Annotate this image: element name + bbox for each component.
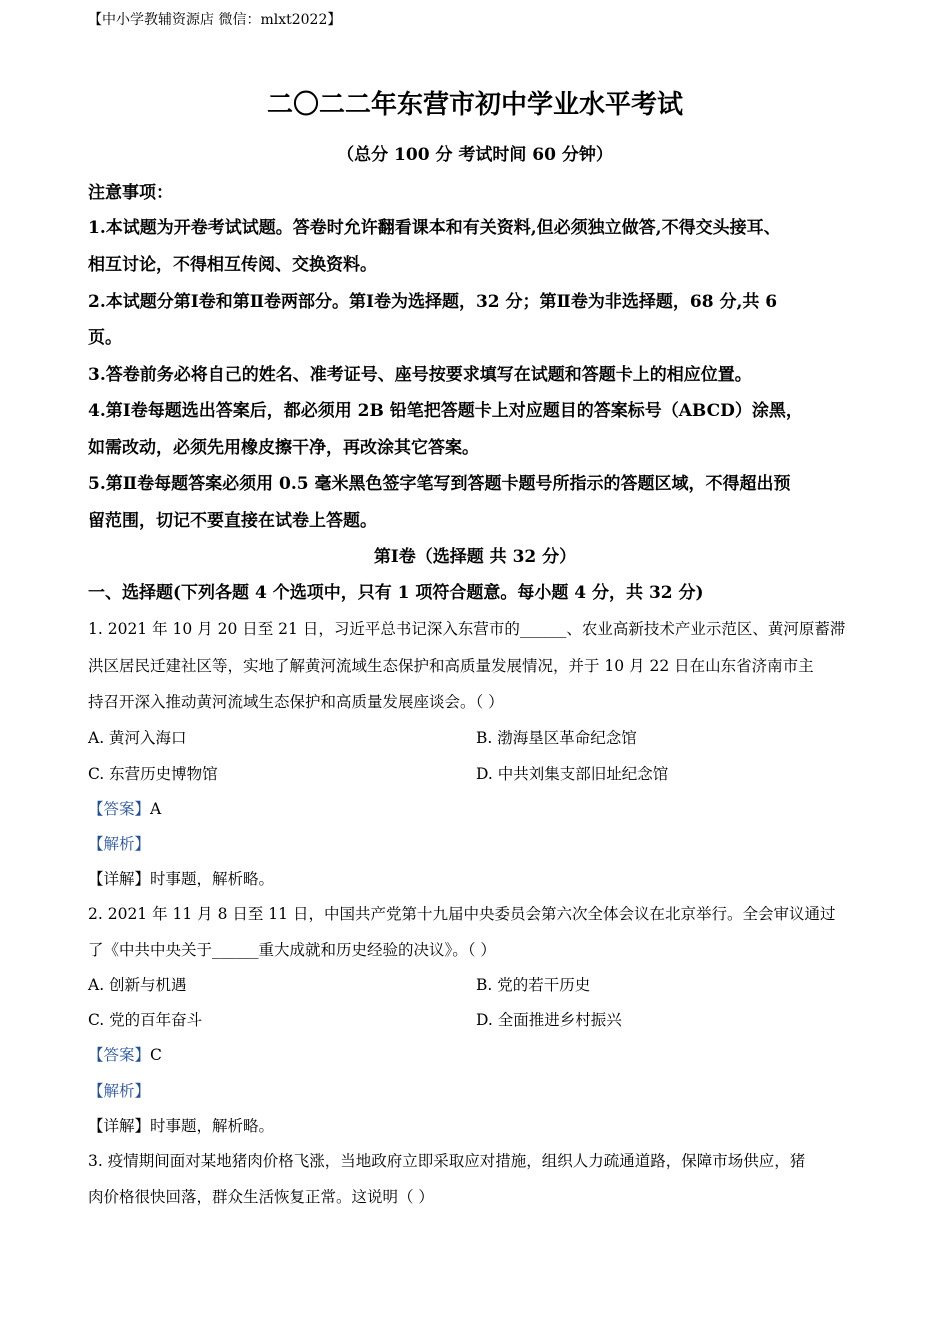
option-c: C. 党的百年奋斗: [88, 1011, 203, 1029]
analysis-label: 【解析】: [88, 835, 151, 853]
question-line: 2. 2021 年 11 月 8 日至 11 日，中国共产党第十九届中央委员会第六次全体会议在北京举行。全会审议通过: [88, 905, 836, 923]
analysis-label: 【解析】: [88, 1082, 151, 1100]
question-line: 了《中共中央关于______重大成就和历史经验的决议》。（ ）: [88, 941, 496, 959]
notice-line: 5.第Ⅱ卷每题答案必须用 0.5 毫米黑色签字笔写到答题卡题号所指示的答题区域，不得超出预: [88, 474, 791, 494]
detail-row: [88, 1119, 274, 1135]
question-line: 洪区居民迁建社区等，实地了解黄河流域生态保护和高质量发展情况，并于 10 月 22 日在山东省济南市主: [88, 657, 814, 675]
option-b: B. 党的若干历史: [476, 976, 591, 994]
exam-subtitle: （总分 100 分 考试时间 60 分钟）: [337, 145, 613, 165]
answer-label: 【答案】: [88, 800, 151, 818]
notice-line: 留范围，切记不要直接在试卷上答题。: [88, 511, 377, 531]
question-line: 肉价格很快回落，群众生活恢复正常。这说明（ ）: [88, 1188, 434, 1206]
answer-label: 【答案】: [88, 1046, 151, 1064]
notice-line: 相互讨论，不得相互传阅、交换资料。: [88, 255, 377, 275]
notice-line: 1.本试题为开卷考试试题。答卷时允许翻看课本和有关资料,但必须独立做答,不得交头接耳、: [88, 218, 781, 238]
question-line: 1. 2021 年 10 月 20 日至 21 日，习近平总书记深入东营市的______、农业高新技术产业示范区、黄河原蓄滞: [88, 620, 846, 638]
option-d: D. 中共刘集支部旧址纪念馆: [476, 765, 669, 783]
option-b: B. 渤海垦区革命纪念馆: [476, 729, 637, 747]
detail-label: 【详解】: [88, 870, 151, 888]
option-c: C. 东营历史博物馆: [88, 765, 218, 783]
question-line: 3. 疫情期间面对某地猪肉价格飞涨，当地政府立即采取应对措施，组织人力疏通道路，保障市场供应，猪: [88, 1152, 806, 1170]
detail-text: 时事题，解析略。: [150, 870, 275, 888]
answer-value: A: [150, 800, 162, 818]
detail-text: 时事题，解析略。: [150, 1117, 275, 1135]
notice-line: 页。: [88, 328, 122, 348]
detail-label: 【详解】: [88, 1117, 151, 1135]
question-line: 持召开深入推动黄河流域生态保护和高质量发展座谈会。（ ）: [88, 693, 504, 711]
answer-row: [88, 802, 161, 818]
part-title: 一、选择题(下列各题 4 个选项中，只有 1 项符合题意。每小题 4 分，共 32 分): [88, 583, 704, 603]
header-note: 【中小学教辅资源店 微信：mlxt2022】: [88, 12, 342, 28]
detail-row: [88, 872, 274, 888]
answer-value: C: [150, 1046, 162, 1064]
notice-line: 2.本试题分第Ⅰ卷和第Ⅱ卷两部分。第Ⅰ卷为选择题，32 分；第Ⅱ卷为非选择题，68 分,共 6: [88, 292, 778, 312]
option-a: A. 创新与机遇: [88, 976, 187, 994]
section-title: 第Ⅰ卷（选择题 共 32 分）: [373, 547, 577, 567]
option-d: D. 全面推进乡村振兴: [476, 1011, 622, 1029]
notice-heading: 注意事项：: [88, 183, 173, 203]
option-a: A. 黄河入海口: [88, 729, 187, 747]
exam-title: 二〇二二年东营市初中学业水平考试: [266, 90, 683, 120]
notice-line: 3.答卷前务必将自己的姓名、准考证号、座号按要求填写在试题和答题卡上的相应位置。: [88, 365, 752, 385]
answer-row: [88, 1048, 162, 1064]
notice-line: 4.第Ⅰ卷每题选出答案后，都必须用 2B 铅笔把答题卡上对应题目的答案标号（ABCD）涂黑，: [88, 401, 803, 421]
notice-line: 如需改动，必须先用橡皮擦干净，再改涂其它答案。: [88, 438, 479, 458]
